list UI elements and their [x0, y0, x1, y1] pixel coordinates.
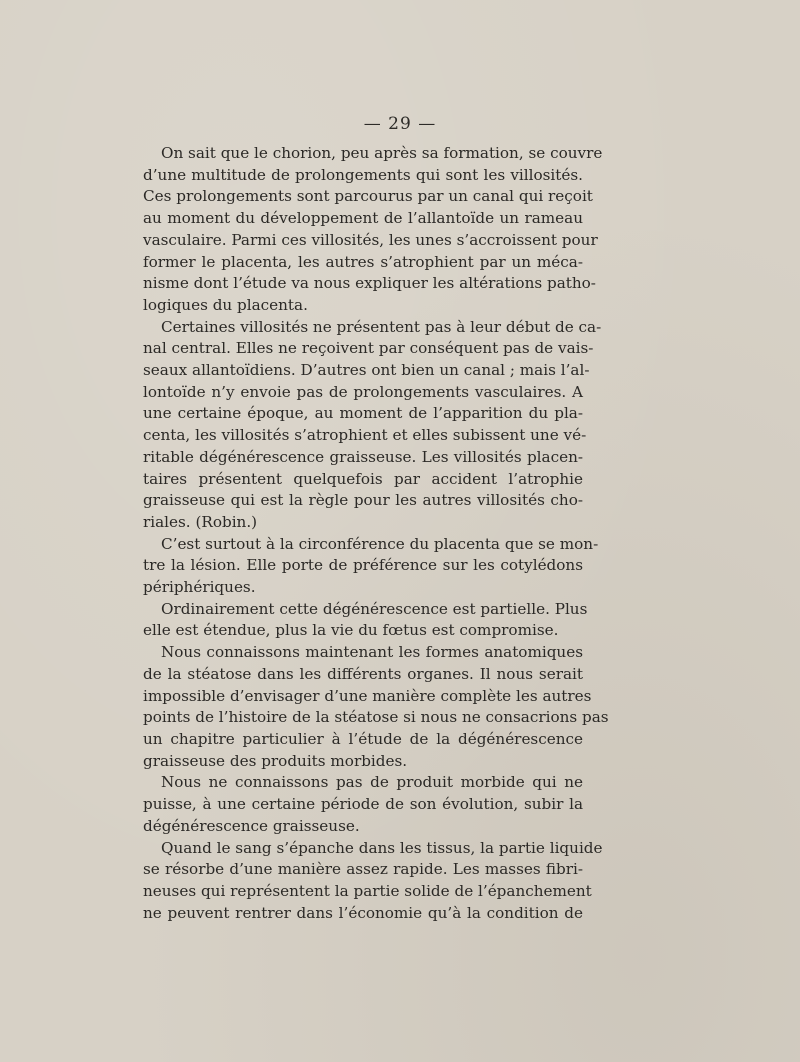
- text-line: puisse, à une certaine période de son évolution, subir la: [143, 795, 583, 814]
- text-line: un chapitre particulier à l’étude de la dégénérescence: [143, 729, 583, 748]
- text-line: logiques du placenta.: [143, 295, 308, 314]
- text-line: points de l’histoire de la stéatose si nous ne consacrions pas: [143, 708, 609, 727]
- text-line: Nous connaissons maintenant les formes anatomiques: [161, 643, 583, 662]
- text-line: nisme dont l’étude va nous expliquer les altérations patho-: [143, 274, 596, 293]
- text-line: C’est surtout à la circonférence du placenta que se mon-: [161, 534, 599, 553]
- text-line: dégénérescence graisseuse.: [143, 816, 360, 835]
- body-text: [143, 143, 609, 924]
- text-line: centa, les villosités s’atrophient et elles subissent une vé-: [143, 426, 587, 445]
- text-line: taires présentent quelquefois par accident l’atrophie: [143, 469, 583, 488]
- text-line: Nous ne connaissons pas de produit morbide qui ne: [161, 773, 583, 792]
- text-line: tre la lésion. Elle porte de préférence sur les cotylédons: [143, 556, 583, 575]
- text-line: Quand le sang s’épanche dans les tissus, la partie liquide: [161, 838, 603, 857]
- text-line: de la stéatose dans les différents organes. Il nous serait: [143, 664, 583, 683]
- text-line: neuses qui représentent la partie solide de l’épanchement: [143, 881, 592, 900]
- text-line: former le placenta, les autres s’atrophient par un méca-: [143, 252, 583, 271]
- text-line: nal central. Elles ne reçoivent par conséquent pas de vais-: [143, 339, 594, 358]
- text-line: vasculaire. Parmi ces villosités, les unes s’accroissent pour: [143, 230, 598, 249]
- text-line: Certaines villosités ne présentent pas à leur début de ca-: [161, 317, 602, 336]
- text-line: se résorbe d’une manière assez rapide. Les masses fibri-: [143, 860, 583, 879]
- text-line: On sait que le chorion, peu après sa formation, se couvre: [161, 144, 603, 162]
- text-line: graisseuse qui est la règle pour les autres villosités cho-: [143, 491, 583, 510]
- text-line: au moment du développement de l’allantoïde un rameau: [143, 209, 583, 228]
- text-line: riales. (Robin.): [143, 512, 258, 531]
- text-line: ritable dégénérescence graisseuse. Les villosités placen-: [143, 447, 583, 466]
- text-line: ne peuvent rentrer dans l’économie qu’à la condition de: [143, 903, 583, 922]
- text-line: d’une multitude de prolongements qui sont les villosités.: [143, 165, 583, 184]
- text-line: périphériques.: [143, 578, 256, 597]
- text-line: Ordinairement cette dégénérescence est partielle. Plus: [161, 599, 588, 618]
- text-line: Ces prolongements sont parcourus par un canal qui reçoit: [143, 187, 593, 206]
- text-line: elle est étendue, plus la vie du fœtus est compromise.: [143, 621, 559, 640]
- text-line: impossible d’envisager d’une manière complète les autres: [143, 686, 592, 705]
- text-line: seaux allantoïdiens. D’autres ont bien un canal ; mais l’al-: [143, 361, 590, 380]
- page-number: — 29 —: [363, 114, 437, 134]
- text-line: une certaine époque, au moment de l’apparition du pla-: [143, 404, 583, 423]
- text-line: graisseuse des produits morbides.: [143, 751, 408, 770]
- text-line: lontoïde n’y envoie pas de prolongements vasculaires. A: [143, 382, 583, 401]
